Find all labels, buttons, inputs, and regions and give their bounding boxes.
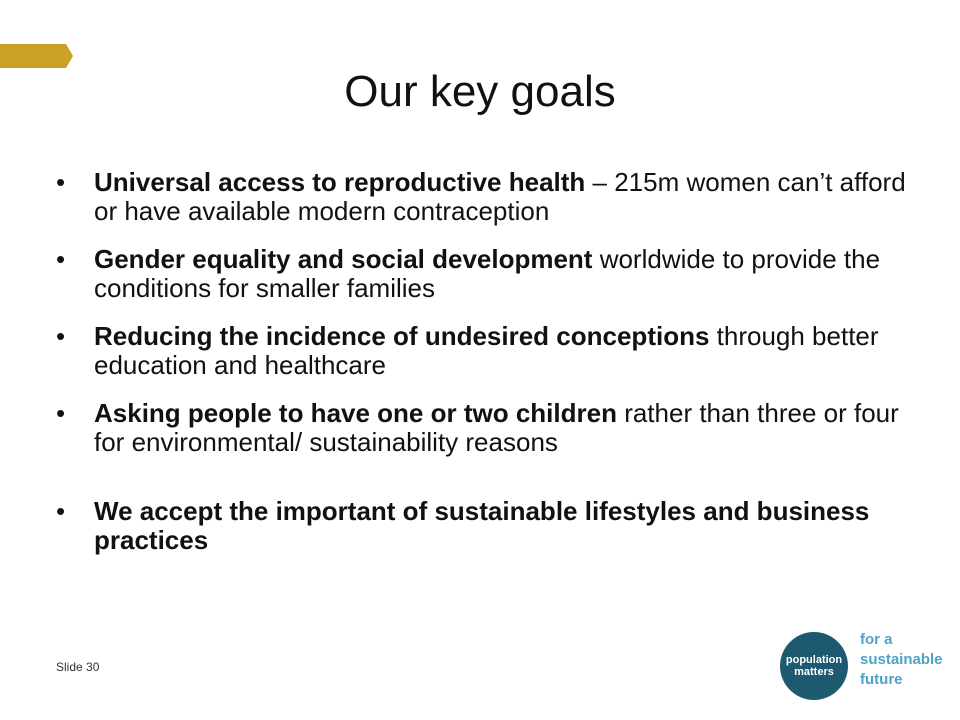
bullet-text: rather than three or four for environmental/ sustainability reasons bbox=[94, 398, 899, 457]
slide-number: Slide 30 bbox=[56, 660, 100, 674]
logo-tagline-line: sustainable bbox=[860, 651, 943, 668]
logo-tagline bbox=[860, 630, 950, 690]
bullet-text: worldwide to provide the conditions for smaller families bbox=[94, 244, 881, 303]
bullet-item bbox=[56, 245, 916, 303]
logo-tagline-line: for a bbox=[860, 631, 893, 648]
bullet-bold-text: Asking people to have one or two children bbox=[94, 398, 617, 428]
bullet-text: – 215m women can’t afford or have available modern contraception bbox=[94, 167, 906, 226]
bullet-bold-text: Gender equality and social development bbox=[94, 244, 593, 274]
bullet-bold-text: We accept the important of sustainable lifestyles and business practices bbox=[94, 496, 870, 555]
slide-title: Our key goals bbox=[344, 67, 616, 116]
bullet-item bbox=[56, 399, 916, 457]
bullet-bold-text: Reducing the incidence of undesired conceptions bbox=[94, 321, 710, 351]
bullet-item bbox=[56, 168, 916, 226]
logo-circle-line: matters bbox=[794, 666, 834, 678]
bullet-bold-text: Universal access to reproductive health bbox=[94, 167, 586, 197]
logo-circle-line: population bbox=[785, 654, 843, 666]
bullet-item bbox=[56, 497, 916, 555]
bullet-text: through better education and healthcare bbox=[94, 321, 879, 380]
bullet-marker: • bbox=[56, 244, 66, 274]
bullet-marker: • bbox=[56, 321, 66, 351]
bullet-marker: • bbox=[56, 167, 66, 197]
logo-tagline-line: future bbox=[860, 671, 903, 688]
population-matters-logo bbox=[780, 628, 950, 708]
bullet-item bbox=[56, 322, 916, 380]
bullet-marker: • bbox=[56, 398, 66, 428]
bullet-marker: • bbox=[56, 496, 66, 526]
bullet-list bbox=[56, 168, 916, 574]
logo-circle bbox=[780, 632, 848, 700]
